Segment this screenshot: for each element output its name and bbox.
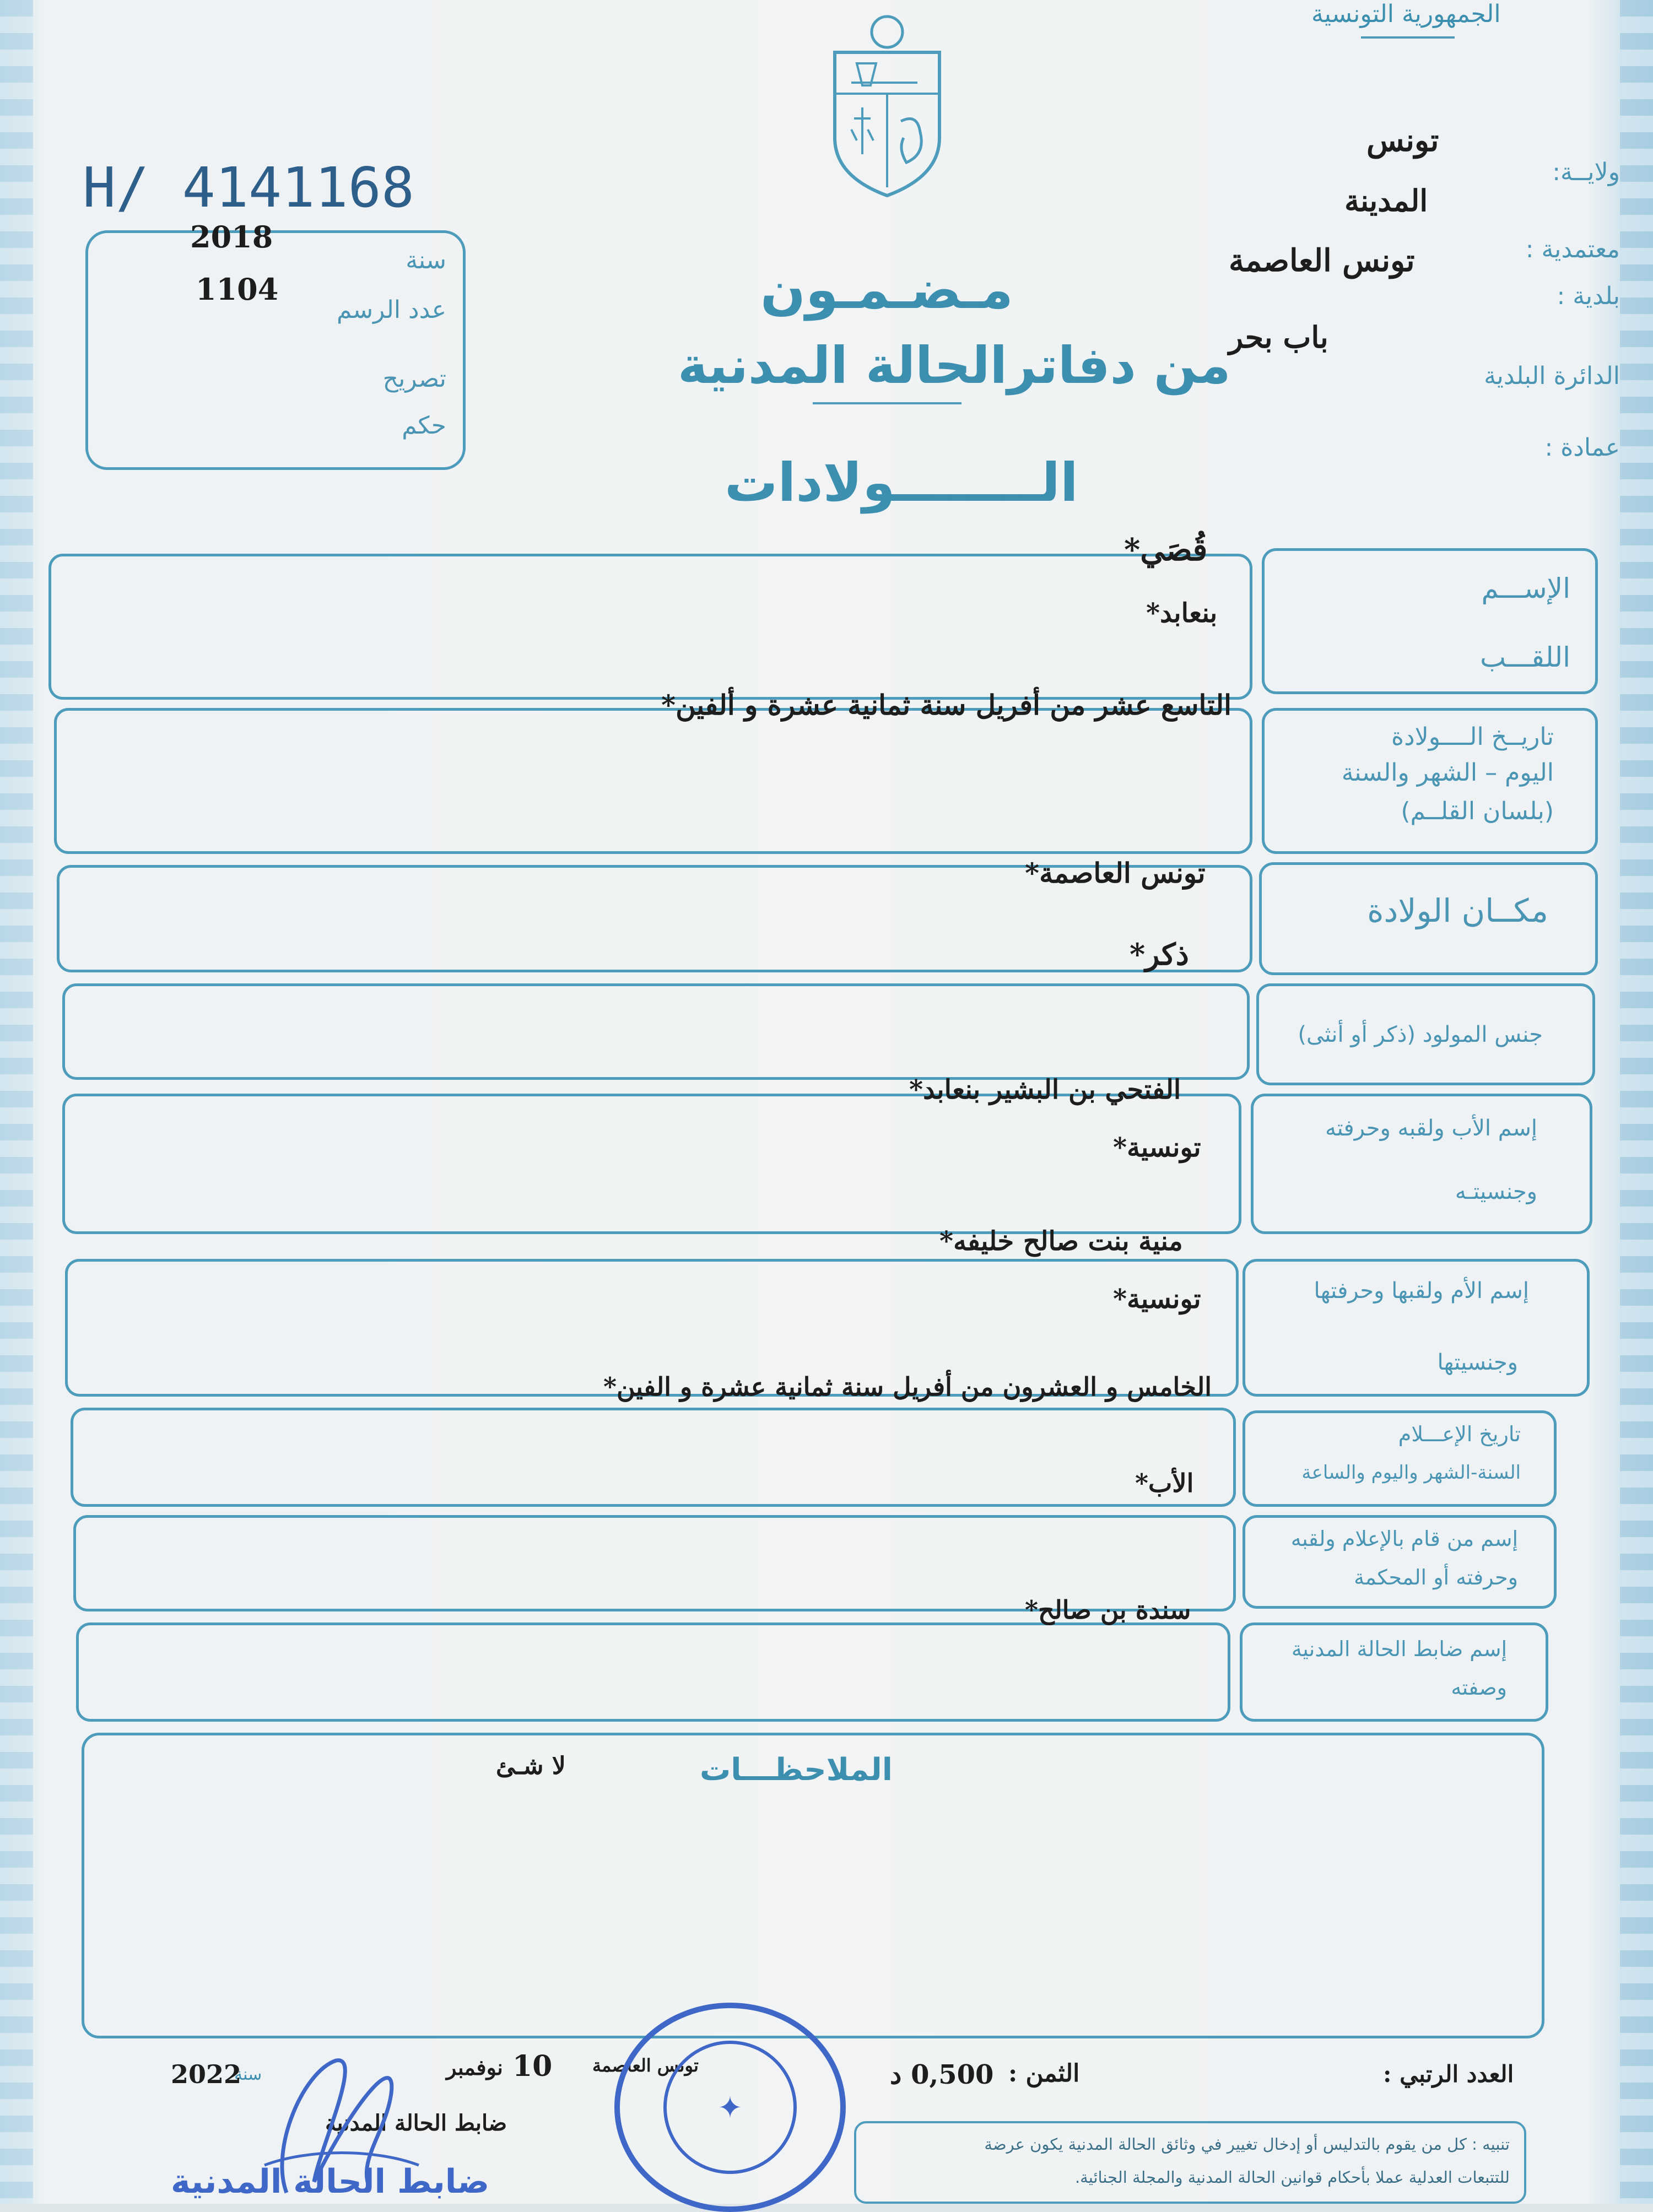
officer-stamp-text: ضابط الحالة المدنية — [171, 2162, 490, 2201]
tunisia-coat-of-arms-icon — [824, 11, 950, 198]
decl-date-value-box — [71, 1408, 1236, 1507]
mother-label-line2: وجنسيتها — [1437, 1350, 1518, 1375]
year-label: سنة — [406, 246, 446, 274]
decl-date-label-line1: تاريخ الإعـــلام — [1398, 1422, 1521, 1446]
mootamadia-label: معتمدية : — [1525, 235, 1620, 263]
name-value-box — [48, 554, 1252, 700]
decl-date-value: الخامس و العشرون من أفريل سنة ثمانية عشرة و الفين* — [603, 1372, 1212, 1402]
pob-value: تونس العاصمة* — [1025, 857, 1206, 889]
signature-mark — [253, 2038, 430, 2204]
officer-label-line2: وصفته — [1451, 1675, 1507, 1700]
price-value: 0,500 د — [890, 2059, 994, 2090]
sex-value-box — [62, 983, 1250, 1080]
father-value: الفتحي بن البشير بنعابد* — [909, 1074, 1181, 1105]
mother-nationality: تونسية* — [1113, 1284, 1201, 1315]
notes-value: لا شـئ — [496, 1752, 566, 1780]
issue-place: تونس العاصمة — [592, 2055, 699, 2076]
mother-value: منية بنت صالح خليفه* — [939, 1226, 1183, 1257]
stamp-center-mark: ✦ — [663, 2041, 797, 2174]
document-title: مـضـمـون — [760, 259, 1013, 321]
warning-line1: تنبيه : كل من يقوم بالتدليس أو إدخال تغيير في وثائق الحالة المدنية يكون عرضة — [984, 2135, 1510, 2154]
warning-box — [854, 2121, 1526, 2204]
baladia-label: بلدية : — [1557, 282, 1620, 310]
document-subtitle: من دفاترالحالة المدنية — [678, 336, 1231, 395]
dob-label-line3: (بلسان القلــم) — [1401, 797, 1554, 825]
declarer-label-line1: إسم من قام بالإعلام ولقبه — [1290, 1527, 1518, 1551]
republic-heading: الجمهورية التونسية — [1311, 0, 1501, 28]
issue-day: 10 — [512, 2049, 553, 2083]
decl-date-label-line2: السنة-الشهر واليوم والساعة — [1301, 1462, 1521, 1484]
issue-month: نوفمبر — [446, 2055, 503, 2080]
act-number: 1104 — [196, 272, 279, 307]
baladia-value: باب بحر — [1229, 320, 1328, 355]
judgment-label: حكم — [402, 412, 446, 440]
dob-value: التاسع عشر من أفريل سنة ثمانية عشرة و ألفين* — [661, 689, 1231, 721]
serial-order-label: العدد الرتبي : — [1383, 2060, 1514, 2087]
dob-value-box — [54, 708, 1252, 854]
officer-value: سندة بن صالح* — [1025, 1595, 1191, 1625]
declarer-label-line2: وحرفته أو المحكمة — [1354, 1565, 1518, 1589]
surname-value: بنعابد* — [1146, 598, 1218, 629]
issue-year: 2022 — [171, 2059, 242, 2089]
declaration-label: تصريح — [382, 365, 446, 393]
father-nationality: تونسية* — [1113, 1132, 1201, 1163]
mootamadia-value: تونس العاصمة — [1229, 242, 1415, 279]
daira-label: الدائرة البلدية — [1484, 362, 1620, 390]
surname-label: اللقـــب — [1479, 641, 1570, 673]
sex-label: جنس المولود (ذكر أو أنثى) — [1298, 1022, 1543, 1047]
warning-line2: للتتبعات العدلية عملا بأحكام قوانين الحالة المدنية والمجلة الجنائية. — [1074, 2168, 1510, 2187]
registration-year: 2018 — [190, 219, 273, 255]
name-label: الإســـم — [1481, 572, 1570, 604]
dob-label-line1: تاريــخ الــــولادة — [1391, 723, 1554, 751]
officer-value-box — [76, 1623, 1230, 1722]
notes-label: الملاحظـــات — [700, 1752, 893, 1788]
wilaya-label: ولايــة: — [1552, 158, 1620, 186]
serial-number: H/ 4141168 — [83, 155, 415, 220]
madina-text: المدينة — [1344, 183, 1428, 218]
republic-underline — [1361, 36, 1455, 39]
section-title-births: الــــــــولادات — [725, 452, 1078, 513]
declarer-value: الأب* — [1135, 1468, 1194, 1498]
issue-year-label: سنة — [234, 2065, 262, 2084]
officer-label-line1: إسم ضابط الحالة المدنية — [1291, 1637, 1507, 1661]
father-label-line1: إسم الأب ولقبه وحرفته — [1325, 1116, 1537, 1141]
father-label-line2: وجنسيتـه — [1455, 1179, 1537, 1204]
omada-label: عمادة : — [1544, 434, 1620, 462]
price-label: الثمن : — [1008, 2059, 1080, 2087]
subtitle-underline — [813, 402, 961, 404]
officer-sign-label: ضابط الحالة المدنية — [325, 2110, 507, 2136]
decorative-border-right — [1620, 0, 1653, 2204]
name-value: قُصَي* — [1124, 532, 1208, 568]
decorative-border-left — [0, 0, 33, 2204]
wilaya-value: تونس — [1366, 122, 1439, 159]
official-round-stamp — [614, 2003, 846, 2212]
act-label: عدد الرسم — [337, 296, 446, 324]
pob-label: مكــان الولادة — [1367, 892, 1548, 929]
sex-value: ذكر* — [1130, 937, 1189, 972]
mother-label-line1: إسم الأم ولقبها وحرفتها — [1314, 1278, 1529, 1304]
dob-label-line2: اليوم – الشهر والسنة — [1341, 759, 1554, 787]
father-value-box — [62, 1094, 1241, 1234]
